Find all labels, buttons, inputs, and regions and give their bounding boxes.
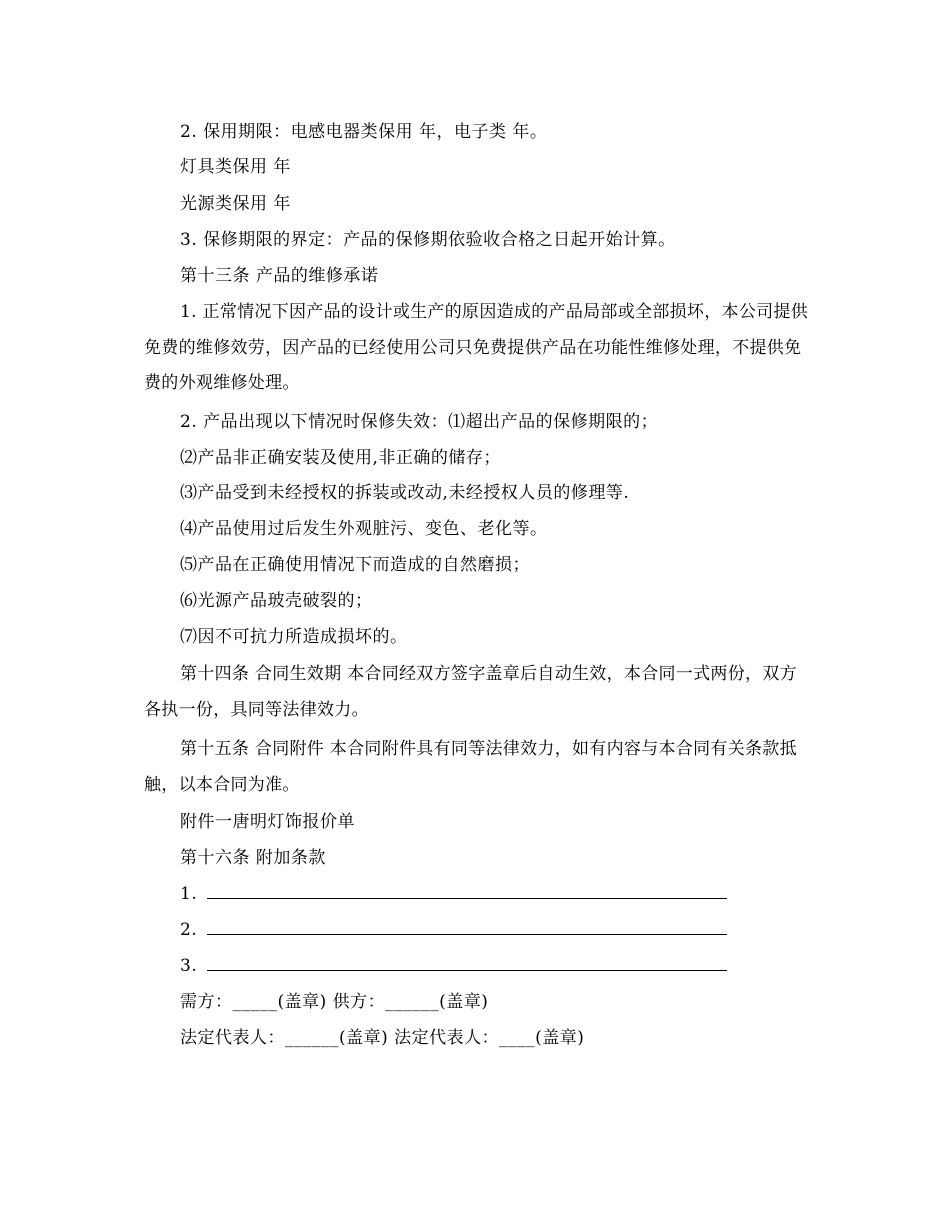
- attachment-line: 附件一唐明灯饰报价单: [180, 812, 355, 832]
- void-item-3: ⑶产品受到未经授权的拆装或改动,未经授权人员的修理等.: [180, 483, 630, 503]
- lamp-warranty-line: 灯具类保用 年: [180, 157, 291, 177]
- additional-clause-3: [180, 954, 727, 978]
- repair-promise-paragraph: [144, 295, 809, 402]
- void-item-2: ⑵产品非正确安装及使用,非正确的储存；: [180, 448, 501, 468]
- legal-representative-line: 法定代表人：______(盖章) 法定代表人：____(盖章): [180, 1028, 585, 1048]
- clause-3-blank: [207, 956, 727, 971]
- warranty-period-line: 2. 保用期限：电感电器类保用 年，电子类 年。: [180, 122, 548, 142]
- void-item-6: ⑹光源产品玻壳破裂的；: [180, 591, 373, 611]
- clause-1-blank: [207, 884, 727, 899]
- article-16-heading: 第十六条 附加条款: [180, 848, 326, 868]
- void-item-7: ⑺因不可抗力所造成损坏的。: [180, 627, 408, 647]
- light-source-warranty-line: 光源类保用 年: [180, 194, 291, 214]
- article-14-paragraph: [144, 657, 809, 728]
- void-item-4: ⑷产品使用过后发生外观脏污、变色、老化等。: [180, 519, 548, 539]
- clause-1-number: 1.: [180, 884, 198, 904]
- signature-parties-line: 需方：_____(盖章) 供方：______(盖章): [180, 992, 489, 1012]
- warranty-definition-line: 3. 保修期限的界定：产品的保修期依验收合格之日起开始计算。: [180, 230, 676, 250]
- repair-promise-text: 1. 正常情况下因产品的设计或生产的原因造成的产品局部或全部损坏，本公司提供免费的维修效劳，因产品的已经使用公司只免费提供产品在功能性维修处理，不提供免费的外观维修处理。: [144, 302, 809, 393]
- article-15-paragraph: [144, 732, 809, 803]
- void-item-5: ⑸产品在正确使用情况下而造成的自然磨损；: [180, 555, 530, 575]
- additional-clause-2: [180, 918, 727, 942]
- clause-2-blank: [207, 920, 727, 935]
- article-13-heading: 第十三条 产品的维修承诺: [180, 266, 379, 286]
- clause-3-number: 3.: [180, 956, 198, 976]
- article-14-text: 第十四条 合同生效期 本合同经双方签字盖章后自动生效，本合同一式两份，双方各执一份，具同等法律效力。: [144, 664, 797, 720]
- clause-2-number: 2.: [180, 920, 198, 940]
- article-15-text: 第十五条 合同附件 本合同附件具有同等法律效力，如有内容与本合同有关条款抵触，以本合同为准。: [144, 739, 797, 795]
- additional-clause-1: [180, 882, 727, 906]
- warranty-void-line: 2. 产品出现以下情况时保修失效：⑴超出产品的保修期限的；: [180, 412, 659, 432]
